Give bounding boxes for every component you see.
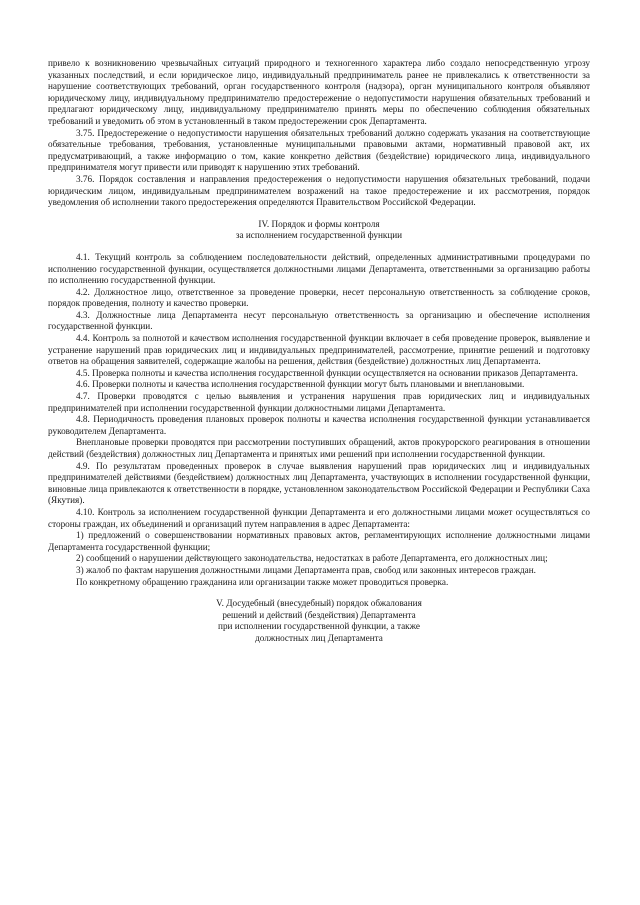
section-5-title-line-2: решений и действий (бездействия) Департамента [222, 609, 416, 620]
paragraph-4-7: 4.7. Проверки проводятся с целью выявления и устранения нарушения прав юридических лиц и индивидуальных предпринимателей при исполнении государственной функции должностными лицами Департамента. [48, 391, 590, 413]
paragraph-4-8: 4.8. Периодичность проведения плановых проверок полноты и качества исполнения государственной функции устанавливается руководителем Департамента. [48, 414, 590, 436]
paragraph-continuation: привело к возникновению чрезвычайных ситуаций природного и техногенного характера либо создало непосредственную угрозу указанных последствий, и если юридическое лицо, индивидуальный предприниматель ранее не привлекались к ответственности за нарушение соответствующих требований, орган государственного контроля (надзора), орган муниципального контроля объявляют юридическому лицу, индивидуальному предпринимателю предостережение о недопустимости нарушения обязательных требований и предлагают юридическому лицу, индивидуальному предпринимателю принять меры по обеспечению соблюдения обязательных требований и уведомить об этом в установленный в таком предостережении срок Департамента. [48, 58, 590, 126]
list-item-2: 2) сообщений о нарушении действующего законодательства, недостатках в работе Департамента, его должностных лиц; [76, 553, 548, 564]
section-5-title-line-3: при исполнении государственной функции, а также [218, 621, 420, 632]
list-item-3: 3) жалоб по фактам нарушения должностными лицами Департамента прав, свобод или законных интересов граждан. [76, 564, 536, 575]
paragraph-unscheduled-checks: Внеплановые проверки проводятся при рассмотрении поступивших обращений, актов прокурорского реагирования в отношении действий (бездействия) должностных лиц Департамента и принятых ими решений при исполнении государственной функции. [48, 437, 590, 459]
paragraph-4-2: 4.2. Должностное лицо, ответственное за проведение проверки, несет персональную ответственность за соблюдение сроков, порядок проведения, полноту и качество проверки. [48, 286, 590, 309]
top-block [48, 58, 590, 209]
section-5-title-line-1: V. Досудебный (внесудебный) порядок обжалования [216, 598, 422, 609]
paragraph-4-9: 4.9. По результатам проведенных проверок в случае выявления нарушений прав юридических лиц и индивидуальных предпринимателей действиями (бездействием) должностных лиц Департамента, участвующих в исполнении государственной функции, виновные лица привлекаются к ответственности в порядке, установленном законодательством Российской Федерации и Республики Саха (Якутия). [48, 460, 590, 506]
paragraph-4-1: 4.1. Текущий контроль за соблюдением последовательности действий, определенных административными процедурами по исполнению государственной функции, осуществляется должностными лицами Департамента, ответственными за организацию работы по исполнению государственной функции. [48, 251, 590, 286]
section-4-title-line-2: за исполнением государственной функции [235, 230, 403, 241]
section-4-title-line-1: IV. Порядок и формы контроля [258, 218, 380, 229]
section-5-title-line-4: должностных лиц Департамента [255, 632, 383, 643]
paragraph-4-4: 4.4. Контроль за полнотой и качеством исполнения государственной функции включает в себя проведение проверок, выявление и устранение нарушений прав юридических лиц и индивидуальных предпринимателей, рассмотрение, принятие решений и подготовку ответов на обращения заявителей, содержащие жалобы на решения, действия (бездействие) должностных лиц Департамента. [48, 333, 590, 367]
paragraph-3-76: 3.76. Порядок составления и направления предостережения о недопустимости нарушения обязательных требований, подачи юридическим лицом, индивидуальным предпринимателем возражений на такое предостережение и их рассмотрения, порядок уведомления об исполнении такого предостережения определяются Правительством Российской Федерации. [48, 173, 590, 208]
paragraph-4-10: 4.10. Контроль за исполнением государственной функции Департамента и его должностными лицами может осуществляться со стороны граждан, их объединений и организаций путем направления в адрес Департамента: [48, 506, 590, 529]
section-5-heading [48, 598, 590, 644]
document-content [48, 58, 590, 645]
paragraph-3-75: 3.75. Предостережение о недопустимости нарушения обязательных требований должно содержать указания на соответствующие обязательные требования, требования, установленные муниципальными правовыми актами, нормативный правовой акт, их предусматривающий, а также информацию о том, какие конкретно действия (бездействие) юридического лица, индивидуального предпринимателя могут привести или приводят к нарушению этих требований. [48, 127, 590, 173]
paragraph-4-6: 4.6. Проверки полноты и качества исполнения государственной функции могут быть плановыми и внеплановыми. [76, 379, 525, 390]
paragraph-4-5: 4.5. Проверка полноты и качества исполнения государственной функции осуществляется на основании приказов Департамента. [76, 367, 578, 378]
section-4-heading [48, 219, 590, 242]
list-item-1: 1) предложений о совершенствовании нормативных правовых актов, регламентирующих исполнение должностными лицами Департамента государственной функции; [48, 530, 590, 552]
paragraph-specific-appeal: По конкретному обращению гражданина или организации также может проводиться проверка. [76, 576, 449, 587]
section-4-body [48, 252, 590, 588]
paragraph-4-3: 4.3. Должностные лица Департамента несут персональную ответственность за организацию и обеспечение исполнения государственной функции. [48, 309, 590, 332]
